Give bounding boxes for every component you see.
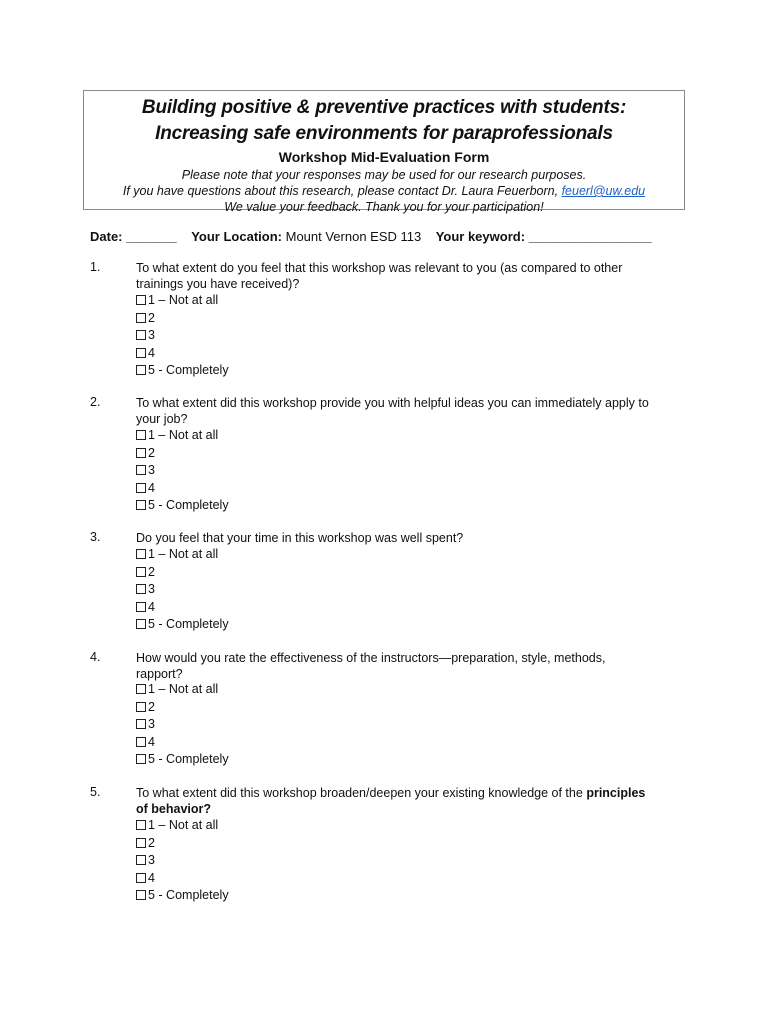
option-label: 2 (148, 310, 155, 325)
question-text-bold: of behavior? (136, 802, 212, 816)
location-value: Mount Vernon ESD 113 (285, 229, 422, 244)
checkbox-icon[interactable] (136, 619, 146, 629)
question-text-line: To what extent do you feel that this workshop was relevant to you (as compared to other (136, 261, 623, 275)
option-label: 1 – Not at all (148, 547, 219, 561)
option-label: 4 (148, 734, 155, 749)
option-label: 1 – Not at all (148, 682, 219, 696)
option-3[interactable] (136, 581, 155, 597)
option-label: 2 (148, 445, 155, 460)
contact-note-text: If you have questions about this research, please contact Dr. Laura Feuerborn, (122, 184, 559, 198)
checkbox-icon[interactable] (136, 313, 146, 323)
question-text-line: your job? (136, 412, 188, 426)
option-1[interactable] (136, 817, 218, 833)
option-5[interactable] (136, 751, 229, 767)
option-5[interactable] (136, 887, 229, 903)
checkbox-icon[interactable] (136, 820, 146, 830)
option-label: 5 - Completely (148, 888, 229, 902)
checkbox-icon[interactable] (136, 702, 146, 712)
checkbox-icon[interactable] (136, 754, 146, 764)
option-1[interactable] (136, 427, 218, 443)
option-4[interactable] (136, 870, 155, 886)
option-label: 1 – Not at all (148, 293, 219, 307)
option-label: 3 (148, 717, 155, 731)
question-text-line: How would you rate the effectiveness of the instructors—preparation, style, methods, (136, 651, 606, 665)
form-header (83, 90, 685, 214)
option-label: 3 (148, 328, 155, 342)
checkbox-icon[interactable] (136, 465, 146, 475)
question-text-line (136, 785, 681, 801)
option-label: 4 (148, 870, 155, 885)
option-4[interactable] (136, 480, 155, 496)
question-text (136, 530, 681, 546)
option-label: 3 (148, 463, 155, 477)
question-text-line: rapport? (136, 667, 183, 681)
option-4[interactable] (136, 599, 155, 615)
contact-note (84, 183, 684, 199)
option-2[interactable] (136, 564, 155, 580)
question-text (136, 260, 681, 292)
question-text-line (136, 801, 681, 817)
checkbox-icon[interactable] (136, 483, 146, 493)
option-2[interactable] (136, 445, 155, 461)
location-label: Your Location: (191, 229, 282, 244)
option-5[interactable] (136, 497, 229, 513)
question-text-line: To what extent did this workshop provide you with helpful ideas you can immediately apply to (136, 396, 649, 410)
option-label: 4 (148, 345, 155, 360)
form-subtitle: Workshop Mid-Evaluation Form (278, 149, 490, 165)
checkbox-icon[interactable] (136, 348, 146, 358)
question-text (136, 650, 681, 682)
question-text-line: Do you feel that your time in this workshop was well spent? (136, 531, 464, 545)
option-label: 1 – Not at all (148, 428, 219, 442)
option-2[interactable] (136, 835, 155, 851)
option-label: 3 (148, 853, 155, 867)
option-label: 5 - Completely (148, 617, 229, 631)
title-line-2: Increasing safe environments for paraprofessionals (155, 123, 613, 144)
checkbox-icon[interactable] (136, 584, 146, 594)
question-number: 5. (90, 785, 101, 799)
option-3[interactable] (136, 852, 155, 868)
option-label: 1 – Not at all (148, 818, 219, 832)
date-field[interactable]: _______ (126, 229, 177, 244)
option-4[interactable] (136, 345, 155, 361)
question-text-prefix: To what extent did this workshop broaden/deepen your existing knowledge of the (136, 786, 583, 800)
option-label: 3 (148, 582, 155, 596)
checkbox-icon[interactable] (136, 602, 146, 612)
checkbox-icon[interactable] (136, 737, 146, 747)
option-label: 4 (148, 480, 155, 495)
checkbox-icon[interactable] (136, 684, 146, 694)
option-5[interactable] (136, 616, 229, 632)
question-number: 3. (90, 530, 101, 544)
checkbox-icon[interactable] (136, 855, 146, 865)
option-label: 4 (148, 599, 155, 614)
option-label: 2 (148, 835, 155, 850)
thanks-note: We value your feedback. Thank you for your participation! (224, 200, 544, 214)
checkbox-icon[interactable] (136, 549, 146, 559)
option-1[interactable] (136, 681, 218, 697)
option-3[interactable] (136, 462, 155, 478)
option-3[interactable] (136, 327, 155, 343)
question-text (136, 785, 681, 817)
option-5[interactable] (136, 362, 229, 378)
checkbox-icon[interactable] (136, 873, 146, 883)
question-number: 1. (90, 260, 101, 274)
checkbox-icon[interactable] (136, 890, 146, 900)
checkbox-icon[interactable] (136, 567, 146, 577)
question-text-line: trainings you have received)? (136, 277, 300, 291)
keyword-field[interactable]: _________________ (528, 229, 652, 244)
option-3[interactable] (136, 716, 155, 732)
option-label: 5 - Completely (148, 752, 229, 766)
research-note: Please note that your responses may be used for our research purposes. (181, 168, 587, 182)
checkbox-icon[interactable] (136, 500, 146, 510)
checkbox-icon[interactable] (136, 838, 146, 848)
option-1[interactable] (136, 546, 218, 562)
question-number: 4. (90, 650, 101, 664)
title-line-1: Building positive & preventive practices with students: (141, 97, 627, 118)
option-4[interactable] (136, 734, 155, 750)
option-label: 5 - Completely (148, 498, 229, 512)
meta-row (90, 229, 652, 244)
question-text (136, 395, 681, 427)
question-number: 2. (90, 395, 101, 409)
date-label: Date: (90, 229, 123, 244)
option-label: 2 (148, 699, 155, 714)
question-text-bold: principles (586, 786, 646, 800)
option-1[interactable] (136, 292, 218, 308)
keyword-label: Your keyword: (435, 229, 526, 244)
checkbox-icon[interactable] (136, 365, 146, 375)
option-2[interactable] (136, 699, 155, 715)
option-2[interactable] (136, 310, 155, 326)
checkbox-icon[interactable] (136, 295, 146, 305)
checkbox-icon[interactable] (136, 719, 146, 729)
contact-email-link[interactable]: feuerl@uw.edu (561, 184, 646, 198)
checkbox-icon[interactable] (136, 330, 146, 340)
option-label: 5 - Completely (148, 363, 229, 377)
checkbox-icon[interactable] (136, 430, 146, 440)
checkbox-icon[interactable] (136, 448, 146, 458)
option-label: 2 (148, 564, 155, 579)
